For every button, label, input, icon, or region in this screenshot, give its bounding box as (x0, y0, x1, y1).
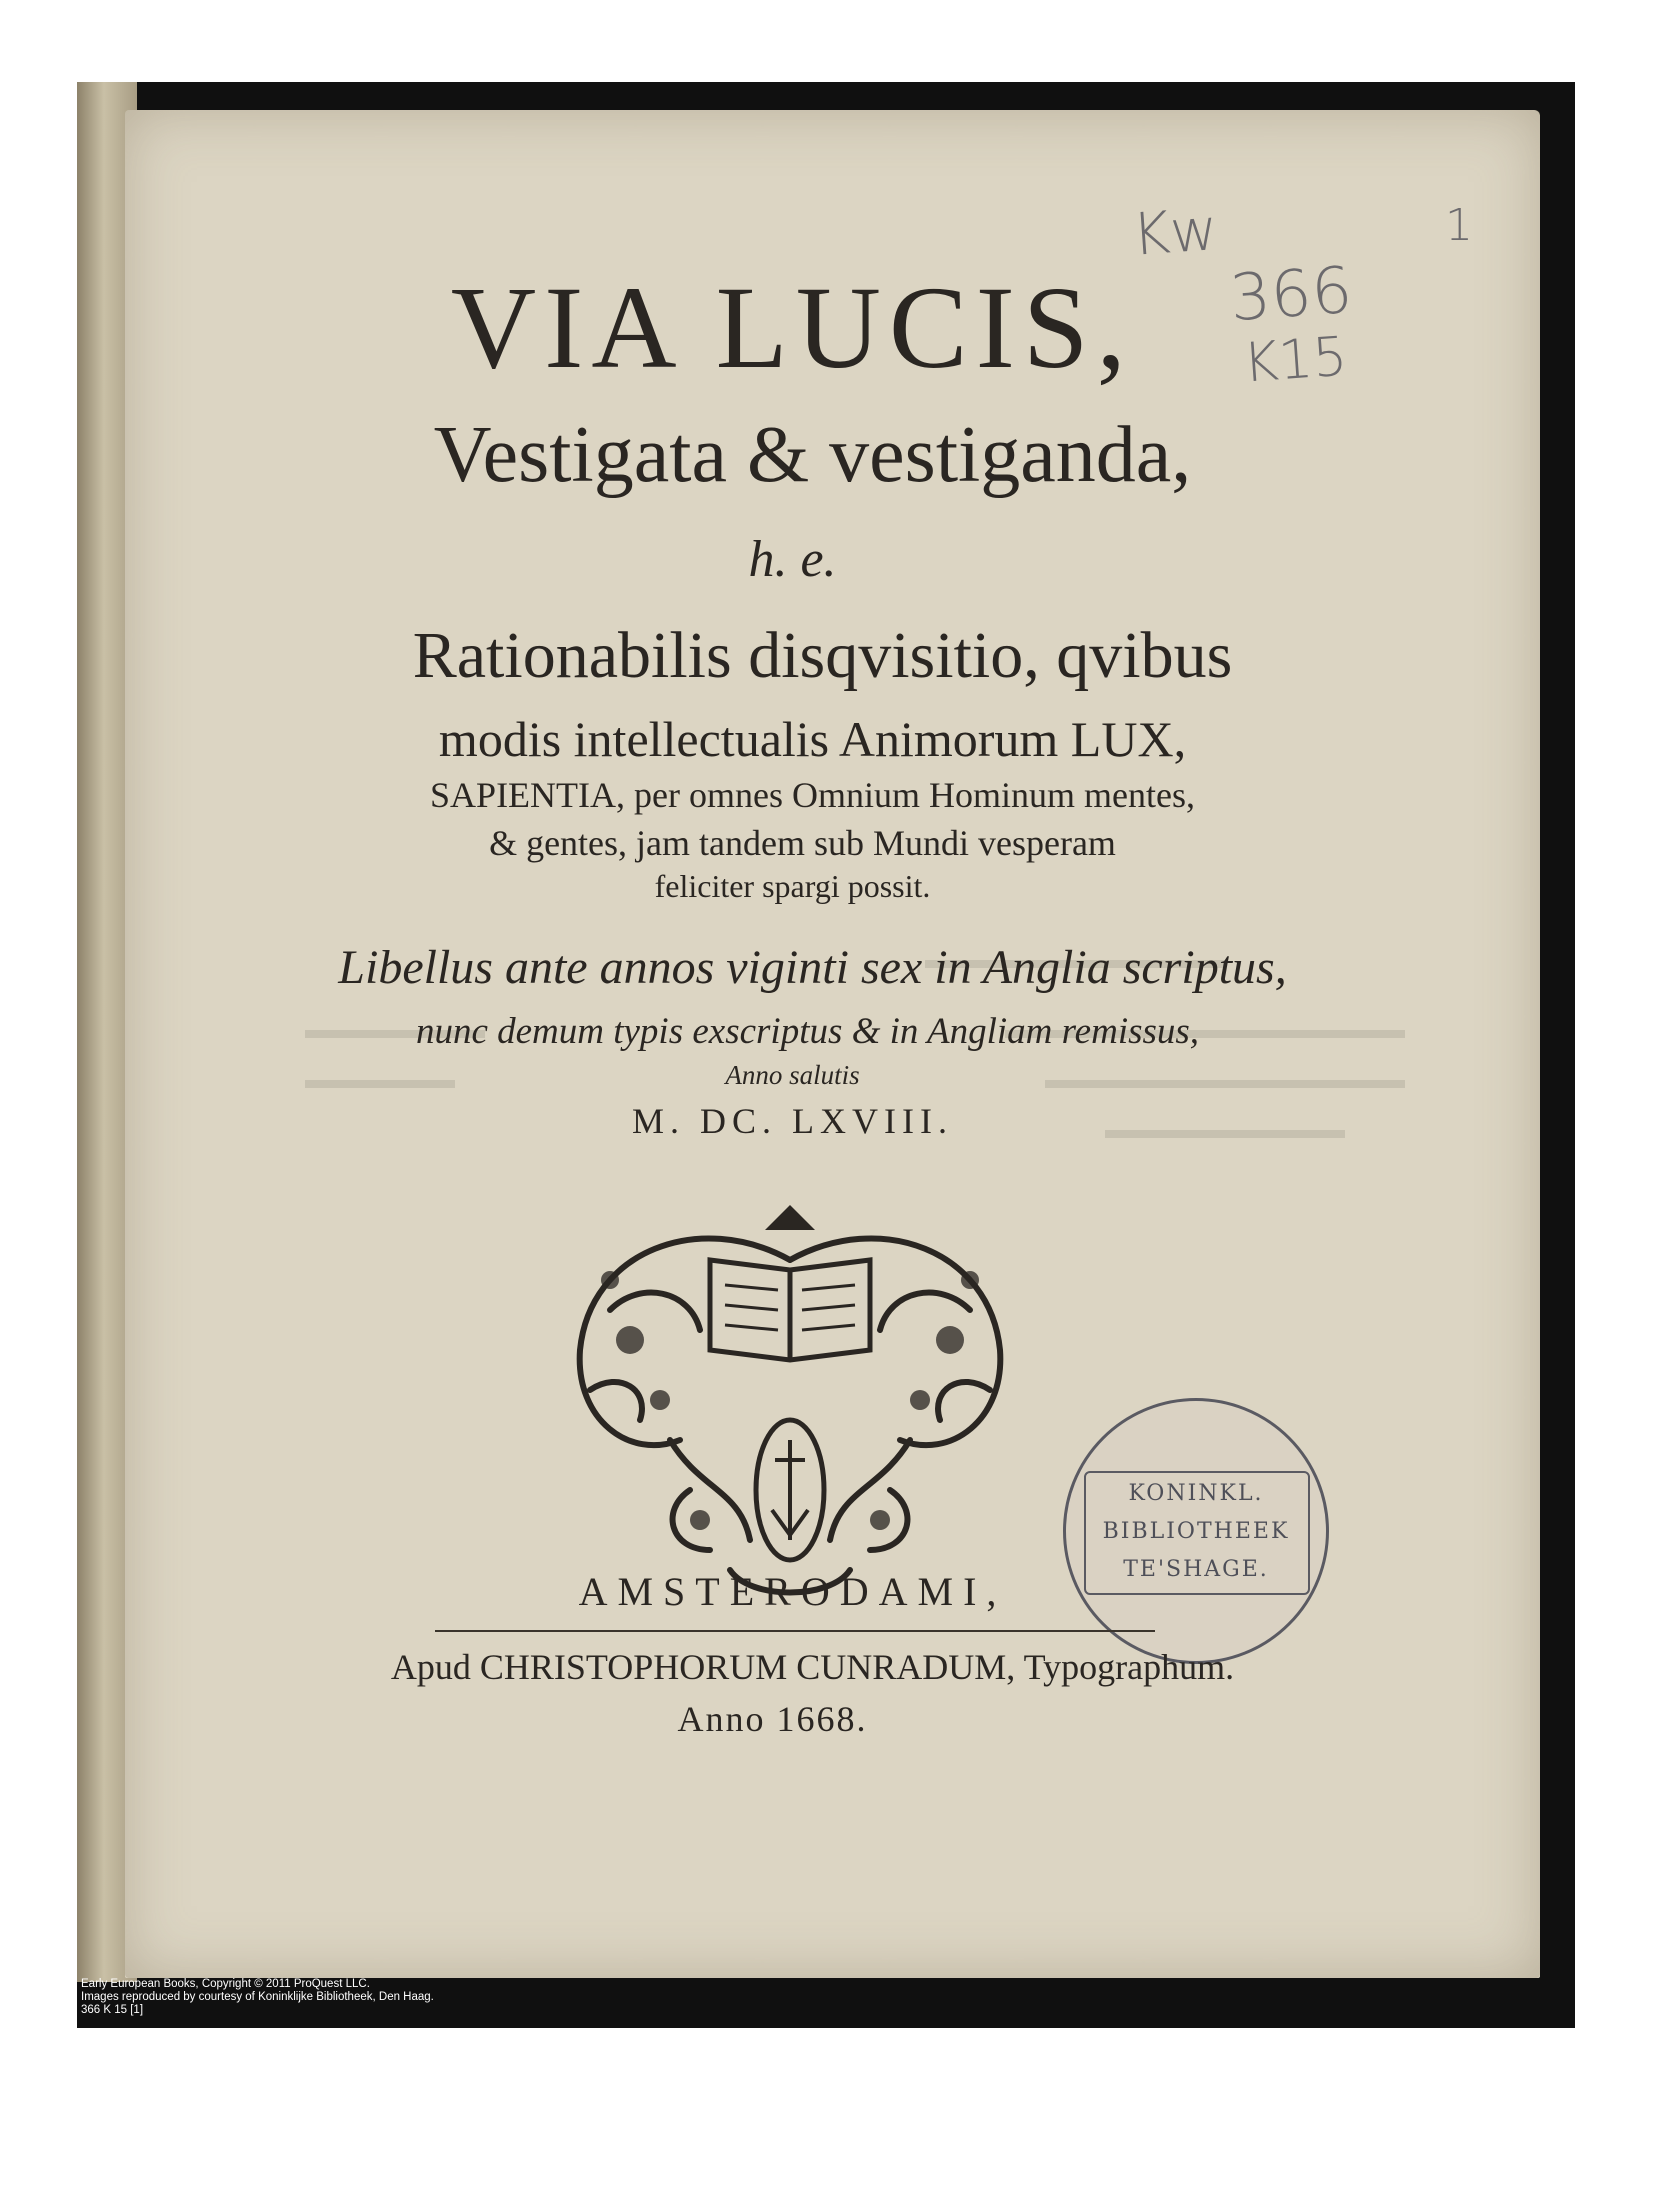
credit-line-3: 366 K 15 [1] (81, 2004, 144, 2016)
id-est: h. e. (748, 531, 837, 588)
description-line-3: SAPIENTIA, per omnes Omnium Hominum mentes, (430, 775, 1195, 815)
credit-line-2: Images reproduced by courtesy of Koninklijke Bibliotheek, Den Haag. (81, 1991, 434, 2003)
book-title: VIA LUCIS, (450, 262, 1135, 393)
title-page (125, 110, 1540, 1978)
handwritten-shelfmark-code: K15 (1240, 324, 1350, 395)
description-line-2: modis intellectualis Animorum LUX, (438, 711, 1187, 767)
stamp-line-1: KONINKL. (1128, 1481, 1264, 1506)
libellus-line-3: Anno salutis (725, 1060, 860, 1090)
imprint-publisher: Apud CHRISTOPHORUM CUNRADUM, Typographum. (390, 1647, 1235, 1687)
libellus-line-1: Libellus ante annos viginti sex in Anglia scriptus, (338, 941, 1287, 994)
imprint-rule (435, 1630, 1155, 1632)
scan-image (77, 82, 1575, 2028)
description-line-4: & gentes, jam tandem sub Mundi vesperam (489, 823, 1116, 863)
roman-year: M. DC. LXVIII. (632, 1101, 953, 1141)
imprint-place: AMSTERODAMI, (578, 1569, 1007, 1614)
description-line-1: Rationabilis disqvisitio, qvibus (412, 619, 1233, 692)
imprint-year: Anno 1668. (677, 1699, 868, 1739)
handwritten-shelfmark-number: 366 (1227, 253, 1355, 337)
handwritten-page-number: 1 (1445, 200, 1473, 251)
printers-device-ornament (550, 1190, 1030, 1610)
stamp-line-3: TE'SHAGE. (1123, 1557, 1269, 1582)
handwritten-mark: Kw (1129, 195, 1220, 269)
libellus-line-2: nunc demum typis exscriptus & in Angliam remissus, (415, 1011, 1200, 1052)
library-stamp (1063, 1398, 1329, 1664)
description-line-5: feliciter spargi possit. (654, 868, 931, 904)
stamp-line-2: BIBLIOTHEEK (1102, 1519, 1290, 1544)
credit-line-1: Early European Books, Copyright © 2011 ProQuest LLC. (81, 1978, 370, 1990)
book-subtitle: Vestigata & vestiganda, (433, 411, 1192, 499)
copyright-credits (81, 1978, 434, 2017)
